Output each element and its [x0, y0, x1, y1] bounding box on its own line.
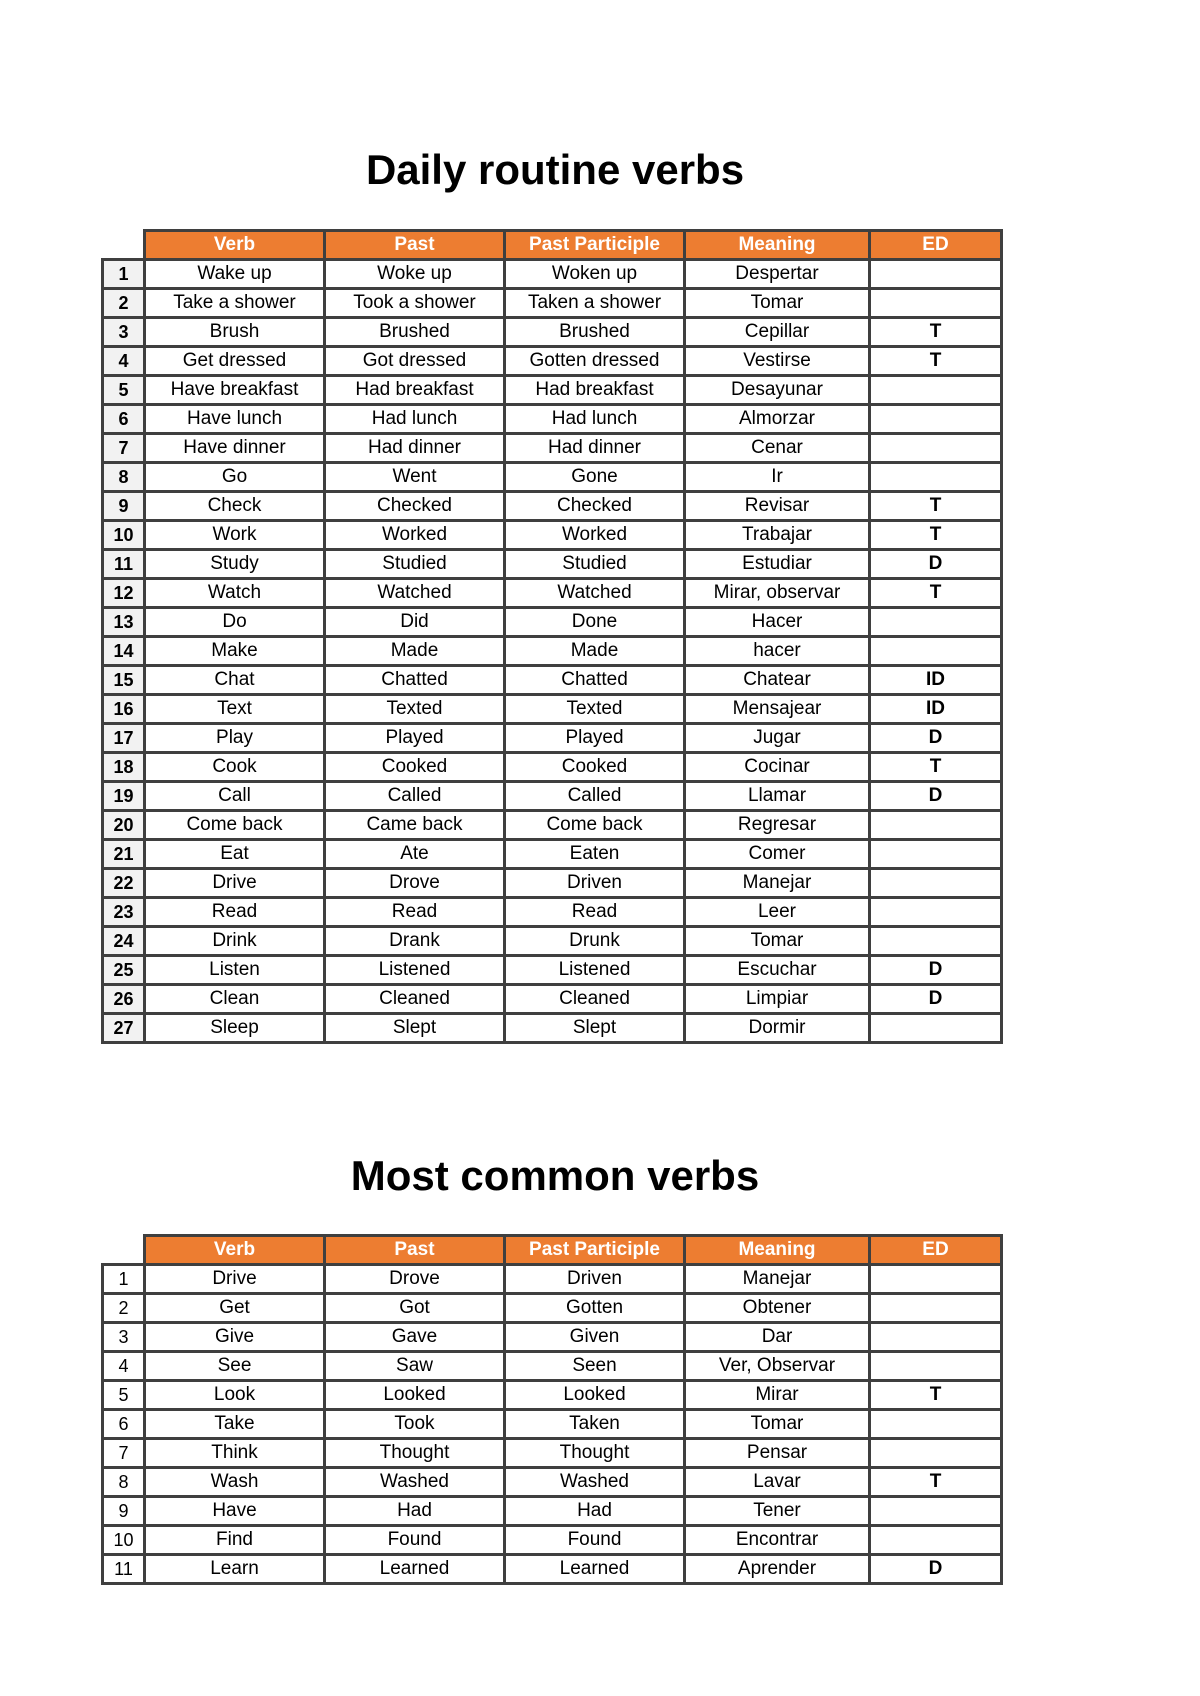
row-number: 9 [103, 1497, 145, 1526]
ed-cell [870, 869, 1002, 898]
table-body [103, 260, 1002, 1043]
table-row [103, 840, 1002, 869]
row-number: 7 [103, 434, 145, 463]
verb-cell: Call [145, 782, 325, 811]
column-header-meaning: Meaning [685, 231, 870, 260]
ed-cell [870, 1526, 1002, 1555]
table-row [103, 376, 1002, 405]
verb-cell: Check [145, 492, 325, 521]
row-number: 9 [103, 492, 145, 521]
ed-cell: T [870, 521, 1002, 550]
table-row [103, 811, 1002, 840]
meaning-cell: Hacer [685, 608, 870, 637]
table-row [103, 869, 1002, 898]
past-participle-cell: Taken [505, 1410, 685, 1439]
meaning-cell: Almorzar [685, 405, 870, 434]
past-participle-cell: Had breakfast [505, 376, 685, 405]
meaning-cell: Comer [685, 840, 870, 869]
past-participle-cell: Slept [505, 1014, 685, 1043]
table-row [103, 927, 1002, 956]
past-cell: Had breakfast [325, 376, 505, 405]
verb-cell: Drive [145, 869, 325, 898]
verb-cell: Text [145, 695, 325, 724]
past-cell: Thought [325, 1439, 505, 1468]
row-number: 6 [103, 405, 145, 434]
verb-cell: Give [145, 1323, 325, 1352]
verb-cell: Read [145, 898, 325, 927]
column-header-past-participle: Past Participle [505, 231, 685, 260]
table-row [103, 1352, 1002, 1381]
meaning-cell: Aprender [685, 1555, 870, 1584]
row-number: 25 [103, 956, 145, 985]
past-participle-cell: Woken up [505, 260, 685, 289]
daily-routine-table [101, 229, 1003, 1044]
verb-cell: Work [145, 521, 325, 550]
row-number: 11 [103, 550, 145, 579]
table-row [103, 724, 1002, 753]
verb-cell: Look [145, 1381, 325, 1410]
daily-routine-title: Daily routine verbs [365, 146, 745, 193]
ed-cell: T [870, 347, 1002, 376]
row-number: 8 [103, 1468, 145, 1497]
verb-cell: Play [145, 724, 325, 753]
meaning-cell: Llamar [685, 782, 870, 811]
past-participle-cell: Worked [505, 521, 685, 550]
past-participle-cell: Brushed [505, 318, 685, 347]
meaning-cell: Limpiar [685, 985, 870, 1014]
meaning-cell: Dar [685, 1323, 870, 1352]
table-row [103, 1294, 1002, 1323]
column-header-past-participle: Past Participle [505, 1236, 685, 1265]
past-participle-cell: Listened [505, 956, 685, 985]
table-row [103, 579, 1002, 608]
table-body [103, 1265, 1002, 1584]
row-number: 4 [103, 347, 145, 376]
ed-cell: T [870, 753, 1002, 782]
meaning-cell: Tomar [685, 289, 870, 318]
table-row [103, 753, 1002, 782]
table-row [103, 1410, 1002, 1439]
table-row [103, 1468, 1002, 1497]
ed-cell: D [870, 1555, 1002, 1584]
table-row [103, 898, 1002, 927]
ed-cell [870, 405, 1002, 434]
verb-cell: Listen [145, 956, 325, 985]
ed-cell [870, 1323, 1002, 1352]
past-participle-cell: Chatted [505, 666, 685, 695]
column-header-past: Past [325, 231, 505, 260]
verb-cell: Clean [145, 985, 325, 1014]
most-common-title: Most common verbs [350, 1152, 760, 1199]
table-row [103, 260, 1002, 289]
column-header-past: Past [325, 1236, 505, 1265]
past-participle-cell: Cooked [505, 753, 685, 782]
ed-cell [870, 1294, 1002, 1323]
meaning-cell: Manejar [685, 869, 870, 898]
row-number: 3 [103, 1323, 145, 1352]
verb-cell: Cook [145, 753, 325, 782]
past-participle-cell: Looked [505, 1381, 685, 1410]
corner-cell [103, 1236, 145, 1265]
past-participle-cell: Done [505, 608, 685, 637]
ed-cell [870, 1014, 1002, 1043]
row-number: 7 [103, 1439, 145, 1468]
verb-cell: Wake up [145, 260, 325, 289]
column-header-verb: Verb [145, 231, 325, 260]
past-cell: Slept [325, 1014, 505, 1043]
ed-cell [870, 898, 1002, 927]
past-participle-cell: Taken a shower [505, 289, 685, 318]
verb-cell: Go [145, 463, 325, 492]
row-number: 12 [103, 579, 145, 608]
past-cell: Checked [325, 492, 505, 521]
past-participle-cell: Checked [505, 492, 685, 521]
past-participle-cell: Gone [505, 463, 685, 492]
past-participle-cell: Had lunch [505, 405, 685, 434]
verb-cell: Think [145, 1439, 325, 1468]
past-cell: Went [325, 463, 505, 492]
row-number: 15 [103, 666, 145, 695]
table-row [103, 318, 1002, 347]
past-participle-cell: Read [505, 898, 685, 927]
table-row [103, 289, 1002, 318]
meaning-cell: Despertar [685, 260, 870, 289]
row-number: 20 [103, 811, 145, 840]
table-row [103, 463, 1002, 492]
row-number: 11 [103, 1555, 145, 1584]
table-row [103, 1265, 1002, 1294]
row-number: 27 [103, 1014, 145, 1043]
past-cell: Saw [325, 1352, 505, 1381]
verb-cell: Make [145, 637, 325, 666]
past-cell: Gave [325, 1323, 505, 1352]
past-cell: Drove [325, 869, 505, 898]
meaning-cell: Cepillar [685, 318, 870, 347]
ed-cell [870, 1352, 1002, 1381]
row-number: 2 [103, 1294, 145, 1323]
meaning-cell: Mirar, observar [685, 579, 870, 608]
past-participle-cell: Watched [505, 579, 685, 608]
meaning-cell: Dormir [685, 1014, 870, 1043]
past-participle-cell: Cleaned [505, 985, 685, 1014]
past-cell: Drank [325, 927, 505, 956]
row-number: 13 [103, 608, 145, 637]
past-cell: Came back [325, 811, 505, 840]
past-participle-cell: Gotten [505, 1294, 685, 1323]
ed-cell [870, 1497, 1002, 1526]
corner-cell [103, 231, 145, 260]
ed-cell [870, 1439, 1002, 1468]
past-cell: Got dressed [325, 347, 505, 376]
meaning-cell: Ir [685, 463, 870, 492]
meaning-cell: Cocinar [685, 753, 870, 782]
row-number: 6 [103, 1410, 145, 1439]
verb-cell: Have dinner [145, 434, 325, 463]
ed-cell [870, 434, 1002, 463]
past-cell: Washed [325, 1468, 505, 1497]
past-cell: Learned [325, 1555, 505, 1584]
verb-cell: Learn [145, 1555, 325, 1584]
row-number: 3 [103, 318, 145, 347]
meaning-cell: Obtener [685, 1294, 870, 1323]
meaning-cell: Jugar [685, 724, 870, 753]
past-cell: Listened [325, 956, 505, 985]
past-cell: Cleaned [325, 985, 505, 1014]
verb-cell: Get [145, 1294, 325, 1323]
table-row [103, 1526, 1002, 1555]
ed-cell [870, 463, 1002, 492]
past-cell: Made [325, 637, 505, 666]
past-cell: Got [325, 1294, 505, 1323]
past-cell: Drove [325, 1265, 505, 1294]
meaning-cell: Manejar [685, 1265, 870, 1294]
meaning-cell: Mirar [685, 1381, 870, 1410]
past-participle-cell: Drunk [505, 927, 685, 956]
row-number: 5 [103, 1381, 145, 1410]
meaning-cell: Trabajar [685, 521, 870, 550]
ed-cell [870, 927, 1002, 956]
past-cell: Worked [325, 521, 505, 550]
column-header-meaning: Meaning [685, 1236, 870, 1265]
row-number: 24 [103, 927, 145, 956]
past-cell: Cooked [325, 753, 505, 782]
past-cell: Studied [325, 550, 505, 579]
past-cell: Called [325, 782, 505, 811]
table-row [103, 550, 1002, 579]
meaning-cell: Vestirse [685, 347, 870, 376]
verb-cell: Have [145, 1497, 325, 1526]
ed-cell: T [870, 492, 1002, 521]
verb-cell: Take [145, 1410, 325, 1439]
past-cell: Watched [325, 579, 505, 608]
table-row [103, 1497, 1002, 1526]
ed-cell [870, 637, 1002, 666]
verb-cell: Find [145, 1526, 325, 1555]
table-row [103, 1555, 1002, 1584]
meaning-cell: Tomar [685, 1410, 870, 1439]
row-number: 17 [103, 724, 145, 753]
row-number: 19 [103, 782, 145, 811]
row-number: 4 [103, 1352, 145, 1381]
ed-cell: D [870, 550, 1002, 579]
table-row [103, 608, 1002, 637]
row-number: 23 [103, 898, 145, 927]
ed-cell: T [870, 579, 1002, 608]
past-cell: Took [325, 1410, 505, 1439]
verb-cell: Wash [145, 1468, 325, 1497]
meaning-cell: Escuchar [685, 956, 870, 985]
verb-cell: See [145, 1352, 325, 1381]
table-row [103, 695, 1002, 724]
ed-cell [870, 811, 1002, 840]
column-header-ed: ED [870, 1236, 1002, 1265]
ed-cell: T [870, 1468, 1002, 1497]
past-participle-cell: Played [505, 724, 685, 753]
verb-cell: Drink [145, 927, 325, 956]
verb-cell: Sleep [145, 1014, 325, 1043]
table-row [103, 637, 1002, 666]
past-participle-cell: Made [505, 637, 685, 666]
past-cell: Played [325, 724, 505, 753]
meaning-cell: Cenar [685, 434, 870, 463]
meaning-cell: Tomar [685, 927, 870, 956]
ed-cell [870, 1265, 1002, 1294]
table-row [103, 666, 1002, 695]
meaning-cell: Lavar [685, 1468, 870, 1497]
table-row [103, 492, 1002, 521]
ed-cell: D [870, 985, 1002, 1014]
ed-cell: ID [870, 695, 1002, 724]
meaning-cell: Desayunar [685, 376, 870, 405]
table-row [103, 1014, 1002, 1043]
verb-cell: Study [145, 550, 325, 579]
most-common-table [101, 1234, 1003, 1585]
row-number: 1 [103, 1265, 145, 1294]
past-participle-cell: Driven [505, 1265, 685, 1294]
table-row [103, 405, 1002, 434]
verb-cell: Have breakfast [145, 376, 325, 405]
verb-cell: Get dressed [145, 347, 325, 376]
row-number: 10 [103, 1526, 145, 1555]
meaning-cell: Revisar [685, 492, 870, 521]
meaning-cell: Leer [685, 898, 870, 927]
row-number: 16 [103, 695, 145, 724]
past-cell: Found [325, 1526, 505, 1555]
meaning-cell: Pensar [685, 1439, 870, 1468]
past-cell: Ate [325, 840, 505, 869]
meaning-cell: Ver, Observar [685, 1352, 870, 1381]
column-header-verb: Verb [145, 1236, 325, 1265]
ed-cell [870, 260, 1002, 289]
row-number: 5 [103, 376, 145, 405]
past-participle-cell: Studied [505, 550, 685, 579]
row-number: 10 [103, 521, 145, 550]
ed-cell: T [870, 1381, 1002, 1410]
row-number: 2 [103, 289, 145, 318]
ed-cell: D [870, 956, 1002, 985]
ed-cell [870, 1410, 1002, 1439]
meaning-cell: Tener [685, 1497, 870, 1526]
verb-cell: Watch [145, 579, 325, 608]
row-number: 18 [103, 753, 145, 782]
ed-cell [870, 608, 1002, 637]
table-row [103, 985, 1002, 1014]
ed-cell [870, 376, 1002, 405]
table-row [103, 782, 1002, 811]
past-cell: Looked [325, 1381, 505, 1410]
row-number: 8 [103, 463, 145, 492]
past-participle-cell: Learned [505, 1555, 685, 1584]
table-row [103, 521, 1002, 550]
row-number: 22 [103, 869, 145, 898]
table-row [103, 1381, 1002, 1410]
verb-cell: Chat [145, 666, 325, 695]
table-row [103, 956, 1002, 985]
past-cell: Chatted [325, 666, 505, 695]
row-number: 21 [103, 840, 145, 869]
past-cell: Had dinner [325, 434, 505, 463]
past-participle-cell: Eaten [505, 840, 685, 869]
past-participle-cell: Given [505, 1323, 685, 1352]
past-cell: Texted [325, 695, 505, 724]
past-participle-cell: Thought [505, 1439, 685, 1468]
ed-cell: ID [870, 666, 1002, 695]
row-number: 14 [103, 637, 145, 666]
meaning-cell: Encontrar [685, 1526, 870, 1555]
past-participle-cell: Seen [505, 1352, 685, 1381]
ed-cell: D [870, 724, 1002, 753]
table-row [103, 1439, 1002, 1468]
row-number: 26 [103, 985, 145, 1014]
past-participle-cell: Had dinner [505, 434, 685, 463]
meaning-cell: hacer [685, 637, 870, 666]
ed-cell [870, 840, 1002, 869]
table-row [103, 1323, 1002, 1352]
ed-cell [870, 289, 1002, 318]
past-cell: Did [325, 608, 505, 637]
past-cell: Had [325, 1497, 505, 1526]
verb-cell: Do [145, 608, 325, 637]
past-participle-cell: Washed [505, 1468, 685, 1497]
table-header-row [103, 1236, 1002, 1265]
meaning-cell: Regresar [685, 811, 870, 840]
verb-cell: Brush [145, 318, 325, 347]
past-participle-cell: Had [505, 1497, 685, 1526]
past-participle-cell: Come back [505, 811, 685, 840]
past-participle-cell: Gotten dressed [505, 347, 685, 376]
verb-cell: Drive [145, 1265, 325, 1294]
table-row [103, 347, 1002, 376]
meaning-cell: Mensajear [685, 695, 870, 724]
verb-cell: Have lunch [145, 405, 325, 434]
ed-cell: D [870, 782, 1002, 811]
verb-cell: Take a shower [145, 289, 325, 318]
ed-cell: T [870, 318, 1002, 347]
past-participle-cell: Found [505, 1526, 685, 1555]
column-header-ed: ED [870, 231, 1002, 260]
past-participle-cell: Driven [505, 869, 685, 898]
past-participle-cell: Called [505, 782, 685, 811]
meaning-cell: Estudiar [685, 550, 870, 579]
table-header-row [103, 231, 1002, 260]
verb-cell: Eat [145, 840, 325, 869]
row-number: 1 [103, 260, 145, 289]
past-cell: Took a shower [325, 289, 505, 318]
past-cell: Read [325, 898, 505, 927]
past-cell: Woke up [325, 260, 505, 289]
past-cell: Had lunch [325, 405, 505, 434]
past-participle-cell: Texted [505, 695, 685, 724]
table-row [103, 434, 1002, 463]
meaning-cell: Chatear [685, 666, 870, 695]
verb-cell: Come back [145, 811, 325, 840]
past-cell: Brushed [325, 318, 505, 347]
